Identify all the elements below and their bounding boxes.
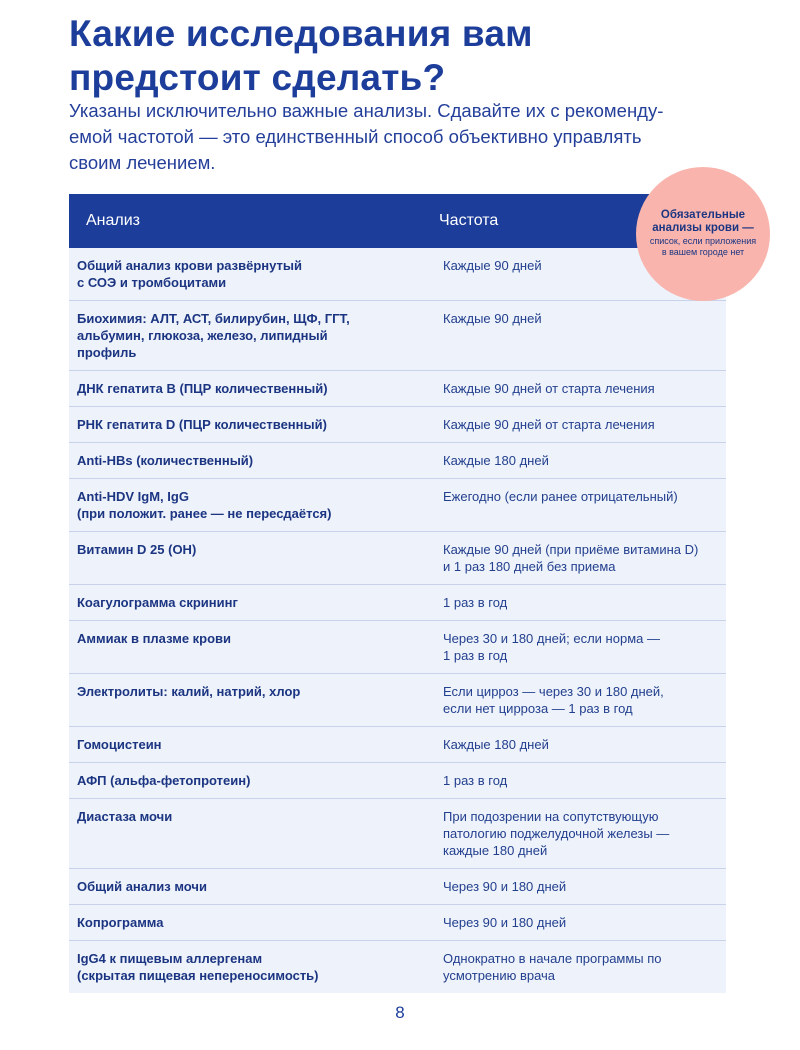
table-row [69, 532, 726, 585]
test-name-line: РНК гепатита D (ПЦР количественный) [77, 417, 327, 432]
test-name-line: Витамин D 25 (OH) [77, 542, 197, 557]
frequency-line: Через 30 и 180 дней; если норма — [443, 631, 660, 646]
table-row [69, 248, 726, 301]
frequency-cell [443, 479, 726, 531]
frequency-cell [443, 674, 726, 726]
frequency-line: Через 90 и 180 дней [443, 879, 567, 894]
test-name-line: Общий анализ мочи [77, 879, 207, 894]
test-name-line: Anti-HBs (количественный) [77, 453, 254, 468]
table-row [69, 905, 726, 941]
frequency-line: Ежегодно (если ранее отрицательный) [443, 489, 678, 504]
table-row [69, 727, 726, 763]
test-name-cell [69, 585, 443, 620]
table-row [69, 301, 726, 371]
test-name-line: с СОЭ и тромбоцитами [77, 275, 227, 290]
frequency-line: патологию поджелудочной железы — [443, 826, 670, 841]
frequency-line: Каждые 90 дней (при приёме витамина D) [443, 542, 699, 557]
test-name-cell [69, 799, 443, 868]
frequency-line: Однократно в начале программы по [443, 951, 662, 966]
badge-subtitle-line: в вашем городе нет [661, 247, 745, 257]
frequency-line: Каждые 180 дней [443, 737, 549, 752]
test-name-line: IgG4 к пищевым аллергенам [77, 951, 263, 966]
page-title-line: Какие исследования вам [69, 13, 533, 54]
frequency-cell [443, 763, 726, 798]
frequency-cell [443, 621, 726, 673]
column-header-frequency: Частота [439, 212, 499, 229]
frequency-cell [443, 799, 726, 868]
frequency-line: если нет цирроза — 1 раз в год [443, 701, 633, 716]
test-name-cell [69, 763, 443, 798]
test-name-line: Биохимия: АЛТ, АСТ, билирубин, ЩФ, ГГТ, [77, 311, 350, 326]
frequency-cell [443, 905, 726, 940]
page-number: 8 [395, 1003, 405, 1022]
page-subtitle-line: емой частотой — это единственный способ объективно управлять [69, 126, 642, 147]
test-name-line: ДНК гепатита B (ПЦР количественный) [77, 381, 328, 396]
frequency-line: и 1 раз 180 дней без приема [443, 559, 616, 574]
column-header-test: Анализ [86, 212, 141, 229]
frequency-line: Каждые 90 дней от старта лечения [443, 417, 655, 432]
table-row [69, 621, 726, 674]
badge-title-line: Обязательные [660, 209, 746, 221]
test-name-line: Диастаза мочи [77, 809, 173, 824]
frequency-cell [443, 532, 726, 584]
table-row [69, 674, 726, 727]
page-title [69, 12, 709, 100]
page-title-line: предстоит сделать? [69, 57, 446, 98]
frequency-line: Каждые 180 дней [443, 453, 549, 468]
test-name-line: Гомоцистеин [77, 737, 162, 752]
frequency-line: 1 раз в год [443, 595, 508, 610]
test-name-cell [69, 407, 443, 442]
table-row [69, 479, 726, 532]
badge-subtitle-line: список, если приложения [649, 236, 757, 246]
table-row [69, 763, 726, 799]
frequency-line: Каждые 90 дней [443, 311, 542, 326]
test-name-cell [69, 532, 443, 584]
frequency-line: 1 раз в год [443, 648, 508, 663]
frequency-cell [443, 371, 726, 406]
table-row [69, 941, 726, 993]
test-name-cell [69, 869, 443, 904]
page-subtitle-line: Указаны исключительно важные анализы. Сдавайте их с рекоменду- [69, 100, 664, 121]
test-name-cell [69, 727, 443, 762]
frequency-cell [443, 727, 726, 762]
table-row [69, 407, 726, 443]
frequency-cell [443, 443, 726, 478]
table-row [69, 443, 726, 479]
test-name-cell [69, 301, 443, 370]
test-name-cell [69, 905, 443, 940]
frequency-cell [443, 869, 726, 904]
test-name-line: (при положит. ранее — не пересдаётся) [77, 506, 332, 521]
test-name-cell [69, 479, 443, 531]
test-name-line: (скрытая пищевая непереносимость) [77, 968, 319, 983]
test-name-line: Anti-HDV IgM, IgG [77, 489, 189, 504]
frequency-cell [443, 941, 726, 993]
frequency-line: усмотрению врача [443, 968, 556, 983]
frequency-line: каждые 180 дней [443, 843, 548, 858]
test-name-cell [69, 248, 443, 300]
test-name-line: альбумин, глюкоза, железо, липидный [77, 328, 328, 343]
required-tests-badge [636, 167, 770, 301]
table-header [69, 194, 726, 248]
frequency-line: Каждые 90 дней от старта лечения [443, 381, 655, 396]
badge-subtitle [636, 236, 770, 258]
frequency-cell [443, 585, 726, 620]
test-name-cell [69, 621, 443, 673]
test-name-cell [69, 371, 443, 406]
test-name-line: профиль [77, 345, 137, 360]
table-row [69, 371, 726, 407]
frequency-line: Каждые 90 дней [443, 258, 542, 273]
tests-table [69, 194, 726, 993]
test-name-line: АФП (альфа-фетопротеин) [77, 773, 251, 788]
frequency-cell [443, 407, 726, 442]
test-name-line: Аммиак в плазме крови [77, 631, 232, 646]
test-name-cell [69, 674, 443, 726]
table-row [69, 585, 726, 621]
test-name-line: Коагулограмма скрининг [77, 595, 238, 610]
frequency-line: Через 90 и 180 дней [443, 915, 567, 930]
table-row [69, 869, 726, 905]
table-row [69, 799, 726, 869]
test-name-line: Копрограмма [77, 915, 164, 930]
frequency-line: Если цирроз — через 30 и 180 дней, [443, 684, 664, 699]
test-name-line: Общий анализ крови развёрнутый [77, 258, 302, 273]
frequency-line: При подозрении на сопутствующую [443, 809, 659, 824]
table-body [69, 248, 726, 993]
frequency-line: 1 раз в год [443, 773, 508, 788]
badge-title-line: анализы крови — [652, 222, 754, 234]
badge-title [636, 209, 770, 235]
frequency-cell [443, 301, 726, 370]
page-subtitle-line: своим лечением. [69, 152, 216, 173]
test-name-cell [69, 443, 443, 478]
test-name-cell [69, 941, 443, 993]
page-subtitle [69, 98, 719, 176]
test-name-line: Электролиты: калий, натрий, хлор [77, 684, 301, 699]
